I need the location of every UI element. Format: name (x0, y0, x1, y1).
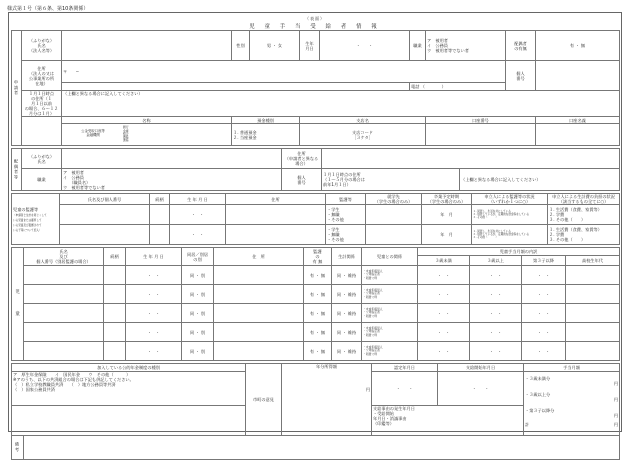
sup-row2-cond[interactable]: １. 同居し、生活を共にしている ２. 別居しているが、定期的な送金等をしている ３. その他（ ） (472, 225, 548, 245)
ch-row4-relation2[interactable]: ・未成年後見人 ・父母指定者 ・同居父母 (362, 323, 418, 342)
children-table (11, 247, 620, 361)
monthly-box[interactable] (524, 372, 620, 436)
spouse-name-input[interactable] (62, 149, 282, 169)
payment-start-value[interactable]: ・ ・ (438, 372, 524, 406)
sup-head-birth: 生 年 月 日 (170, 194, 226, 205)
spouse-name-label: （ふりがな） 氏名 (22, 149, 62, 169)
supervised-title: 児童の監護等 (13, 206, 39, 212)
spouse-table (11, 148, 620, 191)
phone-value: （ ） (420, 84, 446, 89)
supervised-table (11, 193, 620, 245)
phone-spacer (62, 83, 410, 91)
ch-row5-3up[interactable]: ・ ・ (470, 342, 522, 361)
sup-head-status: 監護等 (326, 194, 366, 205)
sup-head-support: 申立人による生計費の負担の状況 （該当するもの全てに○） (548, 194, 620, 205)
city-label: 市町の意見 (246, 364, 282, 436)
ch-head-name: 氏名 及び 個人番号（別居監護の場合） (24, 248, 104, 266)
ch-row4-name[interactable] (24, 323, 104, 342)
remarks-input[interactable] (24, 436, 620, 460)
pension-sub1[interactable]: （ ）私立学校教職員共済 (13, 382, 64, 387)
sup-row1-name[interactable] (60, 205, 150, 225)
occupation-options[interactable]: ア 被用者 イ 公務員 ウ 被用者等でない者 (426, 31, 506, 61)
ch-row3-together[interactable]: 同 ・ 別 (182, 304, 214, 323)
ch-row5-school[interactable] (566, 342, 620, 361)
ch-row1-livelihood[interactable]: 同 ・ 維持 (332, 266, 362, 285)
m-over3: ・３歳以上分 (525, 392, 551, 397)
children-label-b: 童 (15, 312, 20, 317)
ch-row4-school[interactable] (566, 323, 620, 342)
sup-row2-graduate[interactable]: 年 月 (422, 225, 472, 245)
ch-row2-address[interactable] (214, 285, 304, 304)
bottom-table (11, 363, 620, 460)
form-paper (8, 12, 622, 453)
children-label-a: 児 (15, 290, 20, 295)
city-yen: 円 (365, 387, 371, 392)
m-third-yen: 円 (613, 413, 619, 418)
ch-row5-3y[interactable]: ・ ・ (418, 342, 470, 361)
ch-row2-3rd[interactable]: ・ ・ (522, 285, 566, 304)
personal-number-label: 個人 番号 (506, 61, 536, 91)
approval-value[interactable]: ・ ・ (372, 372, 438, 406)
account-holder-input[interactable] (536, 124, 620, 146)
spouse-occupation-options[interactable]: ア 被用者 イ 公務員 （職員名） ウ 被用者等でない者 (62, 169, 282, 191)
ch-row3-address[interactable] (214, 304, 304, 323)
address-input[interactable] (62, 61, 506, 83)
bank-spacer (22, 117, 62, 146)
ch-row3-livelihood[interactable]: 同 ・ 維持 (332, 304, 362, 323)
jan1-address-note[interactable]: （上欄と異なる場合に記入してください） (62, 91, 620, 117)
ch-head-care: 監護 の 有 無 (304, 248, 332, 266)
ch-row4-3up[interactable]: ・ ・ (470, 323, 522, 342)
ch-head-3up: ３歳以上 (470, 256, 522, 266)
ch-row3-3rd[interactable]: ・ ・ (522, 304, 566, 323)
ch-row5-3rd[interactable]: ・ ・ (522, 342, 566, 361)
gender-label: 性別 (232, 31, 250, 61)
spouse-address-label: 住所 （申請者と異なる 場合） (282, 149, 322, 169)
sup-row2-birth[interactable]: ・ ・ (170, 225, 226, 245)
spouse-jan1-note[interactable]: （上欄と異なる場合に記入してください） (460, 169, 620, 191)
ch-row3-name[interactable] (24, 304, 104, 323)
address-label: 住所 （法人の又は 公事業所の所 在地） (22, 61, 62, 91)
ch-row2-name[interactable] (24, 285, 104, 304)
ch-row1-relation2[interactable]: ・未成年後見人 ・父母指定者 ・同居父母 (362, 266, 418, 285)
form-number: 様式第１号（第６条、第10条関係） (7, 6, 89, 12)
spouse-label: 配偶者 の有無 (506, 31, 536, 61)
sup-row1-birth[interactable]: ・ ・ (170, 205, 226, 225)
bank-deposit-types[interactable]: １. 普通預金 ２. 当座預金 (232, 124, 300, 146)
ch-row1-relation[interactable] (104, 266, 126, 285)
ch-row2-3y[interactable]: ・ ・ (418, 285, 470, 304)
ch-row2-3up[interactable]: ・ ・ (470, 285, 522, 304)
ch-row4-relation[interactable] (104, 323, 126, 342)
ch-head-school-type: 高校生年代 (566, 256, 620, 266)
spouse-address-input[interactable] (322, 149, 620, 169)
applicant-section-label: 申請者 (12, 31, 22, 146)
ch-row2-relation[interactable] (104, 285, 126, 304)
phone-field[interactable] (410, 83, 506, 91)
ch-head-address: 住 所 (214, 248, 304, 266)
ch-row3-care[interactable]: 有 ・ 無 (304, 304, 332, 323)
sup-head-graduate: 卒業予定時期 （学生の場合のみ） (422, 194, 472, 205)
sup-head-school: 就学先 （学生の場合のみ） (366, 194, 422, 205)
ch-head-relation: 続柄 (104, 248, 126, 266)
remarks-label: 備考 (12, 436, 24, 460)
doc-label: （表面） (305, 16, 325, 21)
sup-row1-address[interactable] (226, 205, 326, 225)
birth-value[interactable]: ・ ・ (320, 31, 410, 61)
doc-ref: （印鑑等） (373, 421, 394, 426)
bank-head-name: 名称 (62, 117, 232, 124)
ch-head-relation2: 児童との関係 (362, 248, 418, 266)
personal-number-input[interactable] (536, 61, 620, 91)
sup-head-cond: 申立人による監護等の状況 （いずれか１つに○） (472, 194, 548, 205)
bank-head-holder: 口座名義 (536, 117, 620, 124)
ch-row1-care[interactable]: 有 ・ 無 (304, 266, 332, 285)
bank-head-type: 預金種別 (232, 117, 300, 124)
special-label: 支給事由の発生年月日 ・受給開始 年月日・消滅事由 (373, 406, 415, 421)
bank-name-input[interactable] (62, 124, 232, 146)
sup-row2-address[interactable] (226, 225, 326, 245)
ch-row2-livelihood[interactable]: 同 ・ 維持 (332, 285, 362, 304)
sup-head-relation: 続柄 (150, 194, 170, 205)
ch-row4-3rd[interactable]: ・ ・ (522, 323, 566, 342)
ch-row4-3y[interactable]: ・ ・ (418, 323, 470, 342)
supervised-desc: （申請者と生計を同じくして いる児童または養育して いる児童及び監護されて いる子等について記入） (13, 213, 47, 232)
ch-head-livelihood: 生計関係 (332, 248, 362, 266)
spouse-section-label: 配偶者等 (12, 149, 22, 191)
ch-head-plan: 児童手当月額の内訳 (418, 248, 620, 256)
sup-row2-school[interactable] (366, 225, 422, 245)
ch-row4-birth[interactable]: ・ ・ (126, 323, 182, 342)
sup-row1-relation[interactable] (150, 205, 170, 225)
bank-kinds: 銀行 金庫 組合 農協 漁協 (123, 125, 129, 143)
ch-row5-address[interactable] (214, 342, 304, 361)
gender-value[interactable]: 男 ・ 女 (250, 31, 300, 61)
ch-head-together: 同居／別居 の別 (182, 248, 214, 266)
city-opinion-box[interactable] (282, 364, 372, 436)
ch-row1-school[interactable] (566, 266, 620, 285)
branch-code[interactable]: 支店コード ［３ケタ］ (300, 124, 426, 146)
postal-mark: 〒 − (63, 69, 80, 74)
sup-row2-relation[interactable] (150, 225, 170, 245)
ch-head-birth: 生 年 月 日 (126, 248, 182, 266)
sup-row2-status[interactable]: ・学生 ・無職 ・その他 (326, 225, 366, 245)
jan1-address-label: １月１日時点 の住所（１ 月１日以前 の場合、６～１２ 月分は１月） (22, 91, 62, 117)
account-number-input[interactable] (426, 124, 536, 146)
special-box[interactable] (372, 406, 524, 436)
ch-row5-together[interactable]: 同 ・ 別 (182, 342, 214, 361)
m-over3-yen: 円 (613, 397, 619, 402)
m-total: 計 (525, 422, 530, 427)
city-amount-label: 年分所得額 (316, 364, 337, 369)
ch-head-3y: ３歳未満 (418, 256, 470, 266)
ch-row4-care[interactable]: 有 ・ 無 (304, 323, 332, 342)
ch-row5-relation2[interactable]: ・未成年後見人 ・父母指定者 ・同居父母 (362, 342, 418, 361)
sup-row1-school[interactable] (366, 205, 422, 225)
payment-start-label: 支給開始年月日 (438, 364, 524, 372)
sup-row1-status[interactable]: ・学生 ・無職 ・その他 (326, 205, 366, 225)
applicant-name-input[interactable] (62, 31, 232, 61)
pension-box[interactable] (12, 372, 246, 406)
birth-label: 生年 月日 (300, 31, 320, 61)
pension-sub3[interactable]: （ ）国家公務員共済 (13, 387, 55, 392)
m-under3: ・３歳未満分 (525, 376, 551, 381)
ch-row3-school[interactable] (566, 304, 620, 323)
ch-row1-3rd[interactable]: ・ ・ (522, 266, 566, 285)
sup-row1-cond[interactable]: １. 同居し、生活を共にしている ２. 別居しているが、定期的な送金等をしている ３. その他（ ） (472, 205, 548, 225)
ch-row5-livelihood[interactable]: 同 ・ 維持 (332, 342, 362, 361)
applicant-name-label: （ふりがな） 氏名 （法人名等） (22, 31, 62, 61)
spouse-jan1-label: １月１日時点の住所 （１～５月分の場合は 前年1月１日） (322, 169, 460, 191)
ch-row1-birth[interactable]: ・ ・ (126, 266, 182, 285)
bank-head-branch: 支店名 (300, 117, 426, 124)
sup-head-address: 住所 (226, 194, 326, 205)
ch-row3-relation[interactable] (104, 304, 126, 323)
pension-note: ※アのうち、以下の共済組合の場合は下記も併記してください。 (13, 377, 134, 382)
m-third: ・第３子以降分 (525, 408, 555, 413)
m-total-yen: 円 (613, 422, 619, 427)
ch-row1-name[interactable] (24, 266, 104, 285)
approval-label: 認定年月日 (372, 364, 438, 372)
ch-row5-name[interactable] (24, 342, 104, 361)
sup-row2-support[interactable]: １. 生活費（食費、家賃等） ２. 学費 ３. その他（ ） (548, 225, 620, 245)
ch-row4-together[interactable]: 同 ・ 別 (182, 323, 214, 342)
ch-row1-together[interactable]: 同 ・ 別 (182, 266, 214, 285)
ch-row5-care[interactable]: 有 ・ 無 (304, 342, 332, 361)
children-section-label (12, 248, 24, 361)
sup-row1-graduate[interactable]: 年 月 (422, 205, 472, 225)
ch-row2-school[interactable] (566, 285, 620, 304)
occupation-label: 職業 (410, 31, 426, 61)
spouse-personal-number-label: 個人 番号 (282, 169, 322, 191)
supervised-section-label (12, 194, 60, 245)
m-under3-yen: 円 (613, 381, 619, 386)
bank-label: 公金受取口座等 金融機関 (81, 128, 105, 137)
ch-row3-relation2[interactable]: ・未成年後見人 ・父母指定者 ・同居父母 (362, 304, 418, 323)
ch-row4-address[interactable] (214, 323, 304, 342)
ch-row3-birth[interactable]: ・ ・ (126, 304, 182, 323)
ch-row1-3y[interactable]: ・ ・ (418, 266, 470, 285)
sup-row2-name[interactable] (60, 225, 150, 245)
phone-label: 電話 (411, 84, 420, 89)
ch-row3-3y[interactable]: ・ ・ (418, 304, 470, 323)
monthly-label: 手当月額 (524, 364, 620, 372)
ch-head-3rd: 第３子以降 (522, 256, 566, 266)
ch-row2-care[interactable]: 有 ・ 無 (304, 285, 332, 304)
applicant-table (11, 30, 620, 146)
ch-row5-relation[interactable] (104, 342, 126, 361)
pension-options[interactable]: ア 厚生年金保険 イ 国民年金 ウ その他（ ） (13, 372, 131, 377)
ch-row4-livelihood[interactable]: 同 ・ 維持 (332, 323, 362, 342)
pension-sub2[interactable]: （ ）地方公務員等共済 (71, 382, 116, 387)
spouse-occupation-label: 職業 (22, 169, 62, 191)
pension-label: 加入している公的年金制度の種別 (12, 364, 246, 372)
sup-row1-support[interactable]: １. 生活費（食費、家賃等） ２. 学費 ３. その他（ ） (548, 205, 620, 225)
bank-head-acct: 口座番号 (426, 117, 536, 124)
ch-row5-birth[interactable]: ・ ・ (126, 342, 182, 361)
ch-row2-together[interactable]: 同 ・ 別 (182, 285, 214, 304)
spouse-value[interactable]: 有 ・ 無 (536, 31, 620, 61)
doc-title: 児 童 手 当 受 給 者 情 報 (249, 24, 381, 30)
ch-row1-address[interactable] (214, 266, 304, 285)
ch-row1-3up[interactable]: ・ ・ (470, 266, 522, 285)
ch-row2-relation2[interactable]: ・未成年後見人 ・父母指定者 ・同居父母 (362, 285, 418, 304)
ch-row3-3up[interactable]: ・ ・ (470, 304, 522, 323)
pension-spacer (12, 406, 246, 436)
sup-head-name: 氏名及び個人番号 (60, 194, 150, 205)
ch-row2-birth[interactable]: ・ ・ (126, 285, 182, 304)
